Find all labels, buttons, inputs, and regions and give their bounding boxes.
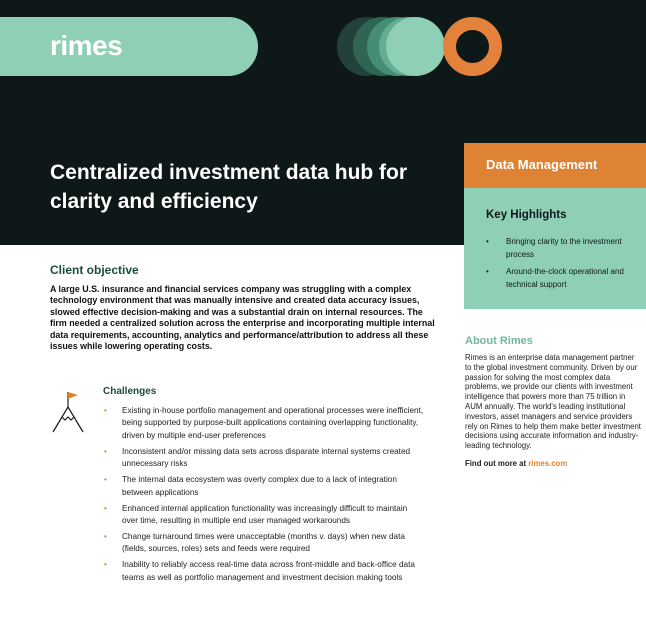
rimes-link[interactable]: rimes.com [528, 458, 568, 468]
objective-body: A large U.S. insurance and financial services company was struggling with a complex technology environment that was manually intensive and created data accuracy issues, slowed effective decision-making and was a substantial drain on internal resources. The firm needed a centralized solution across the enterprise and incorporating multiple internal data requirements, accounting, analytics and performance/attribution to address all these issues while lowering operating costs. [50, 284, 435, 352]
category-label: Data Management [486, 157, 598, 172]
find-out-more [465, 459, 641, 468]
challenge-item: • Inconsistent and/or missing data sets across disparate internal systems created unnecessary risks [104, 446, 424, 471]
highlight-item: • Bringing clarity to the investment process [486, 235, 636, 261]
key-highlights-box [464, 188, 646, 309]
key-highlights-title: Key Highlights [486, 209, 567, 221]
about-body: Rimes is an enterprise data management partner to the global investment community. Driven by our passion for solving the most complex data problems, we provide our clients with investment intelligence that powers more than 75 trillion in AUM annually. The world's leading institutional investors, asset managers and service providers rely on Rimes to help them make better investment decisions using accurate information and industry-leading technology. [465, 353, 641, 451]
highlight-item: • Around-the-clock operational and technical support [486, 265, 636, 291]
challenges-title: Challenges [103, 386, 157, 397]
category-banner [464, 143, 646, 188]
decor-circle [386, 17, 445, 76]
decor-orange-ring [443, 17, 502, 76]
challenges-list [104, 405, 424, 588]
challenge-item: • Enhanced internal application functionality was increasingly difficult to maintain over time, resulting in multiple end user managed workarounds [104, 503, 424, 528]
challenge-item: • Change turnaround times were unacceptable (months v. days) when new data (fields, sources, roles) sets and feeds were required [104, 531, 424, 556]
find-out-prefix: Find out more at [465, 458, 529, 468]
about-section [465, 335, 641, 468]
key-highlights-list [486, 235, 636, 295]
logo-pill [0, 17, 258, 76]
about-title: About Rimes [465, 335, 533, 347]
objective-title: Client objective [50, 263, 139, 277]
challenge-item: • The internal data ecosystem was overly complex due to a lack of integration between applications [104, 474, 424, 499]
page-title: Centralized investment data hub for clarity and efficiency [50, 161, 408, 213]
mountain-flag-icon [52, 390, 84, 434]
rimes-logo: rimes [50, 30, 123, 61]
challenge-item: • Existing in-house portfolio management and operational processes were inefficient, being supported by purpose-built applications containing overlapping functionality, driven by multiple end-user preferences [104, 405, 424, 442]
challenge-item: • Inability to reliably access real-time data across front-middle and back-office data teams as well as portfolio management and investment decision making tools [104, 559, 424, 584]
